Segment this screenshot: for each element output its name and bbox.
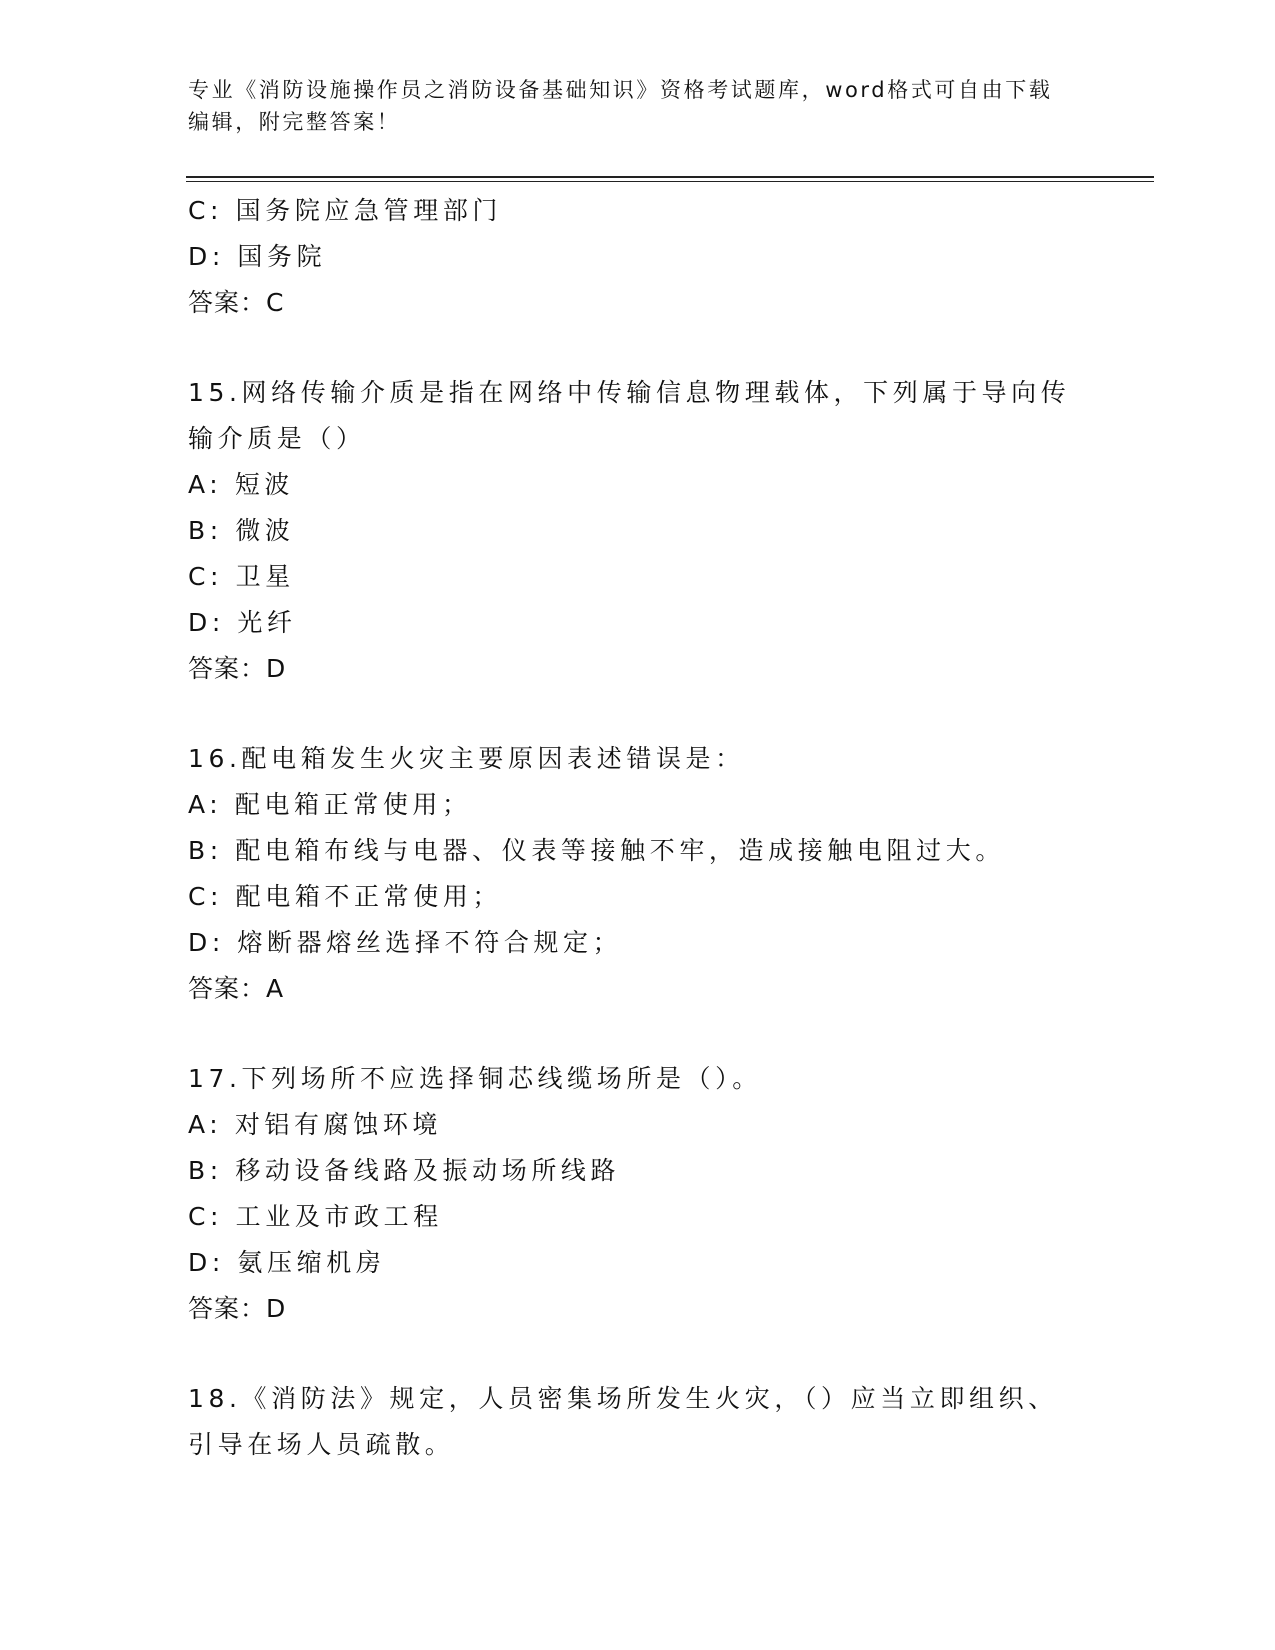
question-16 [188, 736, 1088, 1012]
answer-line: 答案：D [188, 1294, 287, 1323]
question-15 [188, 370, 1088, 692]
question-17 [188, 1056, 1088, 1332]
answer-line: 答案：C [188, 288, 285, 317]
header-divider-thin [186, 181, 1154, 182]
question-stem: 17.下列场所不应选择铜芯线缆场所是（）。 [188, 1064, 762, 1093]
option-d: D: 氨压缩机房 [188, 1248, 386, 1277]
option-c: C: 工业及市政工程 [188, 1202, 443, 1231]
question-stem: 15.网络传输介质是指在网络中传输信息物理载体，下列属于导向传输介质是（） [188, 378, 1071, 453]
option-b: B: 微波 [188, 516, 295, 545]
option-c: C: 配电箱不正常使用； [188, 882, 503, 911]
option-a: A: 短波 [188, 470, 295, 499]
option-d: D: 熔断器熔丝选择不符合规定； [188, 928, 623, 957]
header-divider-thick [186, 176, 1154, 178]
question-14-tail [188, 188, 1088, 326]
option-c: C: 卫星 [188, 562, 295, 591]
question-stem: 16.配电箱发生火灾主要原因表述错误是： [188, 744, 745, 773]
question-content [188, 188, 1088, 1468]
option-d: D: 国务院 [188, 242, 327, 271]
option-b: B: 配电箱布线与电器、仪表等接触不牢，造成接触电阻过大。 [188, 836, 1005, 865]
option-a: A: 对铝有腐蚀环境 [188, 1110, 443, 1139]
question-stem: 18.《消防法》规定，人员密集场所发生火灾，（）应当立即组织、引导在场人员疏散。 [188, 1384, 1058, 1459]
option-c: C: 国务院应急管理部门 [188, 196, 503, 225]
answer-line: 答案：D [188, 654, 287, 683]
option-d: D: 光纤 [188, 608, 297, 637]
option-b: B: 移动设备线路及振动场所线路 [188, 1156, 621, 1185]
question-18 [188, 1376, 1088, 1468]
document-header: 专业《消防设施操作员之消防设备基础知识》资格考试题库，word格式可自由下载编辑，附完整答案！ [188, 78, 1053, 134]
answer-line: 答案：A [188, 974, 285, 1003]
option-a: A: 配电箱正常使用； [188, 790, 472, 819]
